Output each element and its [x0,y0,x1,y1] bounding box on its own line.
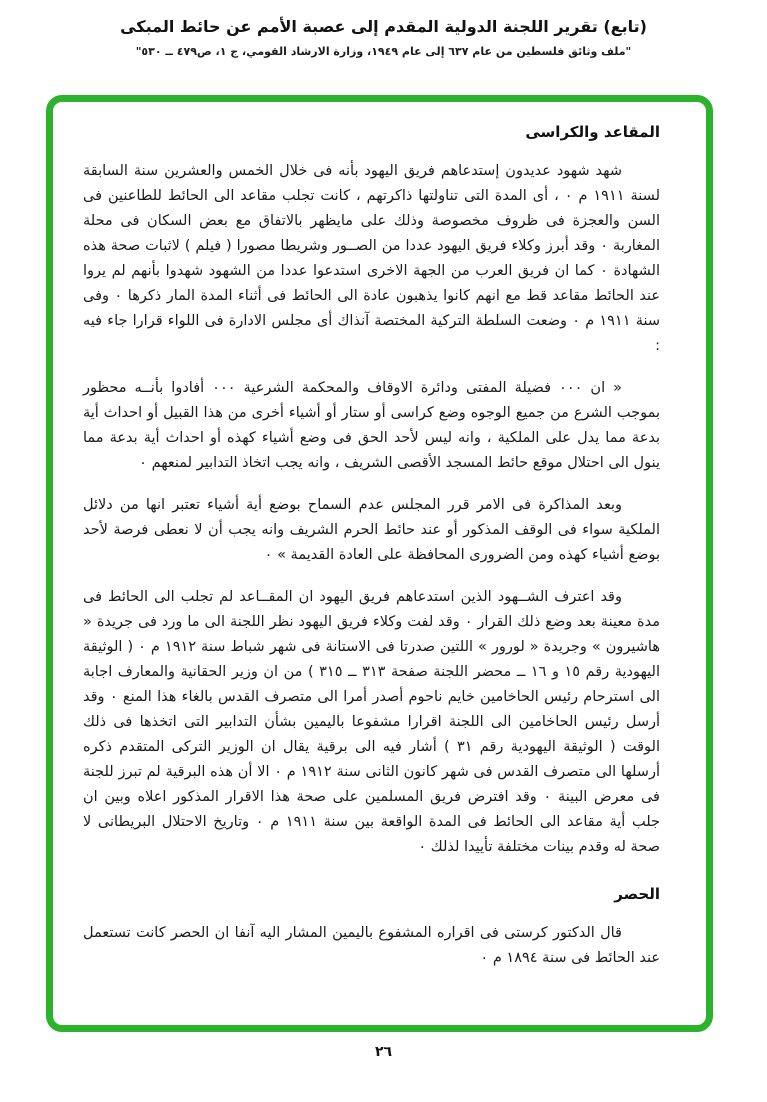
page-header [0,0,767,58]
paragraph-witnesses-admission: وقد اعترف الشــهود الذين استدعاهم فريق اليهود ان المقــاعد لم تجلب الى الحائط فى مدة معينة بعد وضع ذلك القرار ٠ وقد لفت وكلاء فريق اليهود نظر اللجنة الى ما ورد فى جريدة « هاشيرون » وجريدة « لورور » اللتين صدرتا فى الاستانة فى شهر شباط سنة ١٩١٢ م ٠ ( الوثيقة اليهودية رقم ١٥ و ١٦ ــ محضر اللجنة صفحة ٣١٣ ــ ٣١٥ ) من ان وزير الحقانية والمعارف اجابة الى استرحام رئيس الحاخامين خايم ناحوم أصدر أمرا الى متصرف القدس بالغاء هذا المنع ٠ وقد أرسل رئيس الحاخامين الى اللجنة اقرارا مشفوعا باليمين بشأن التدابير التى اتخذها فى ذلك الوقت ( الوثيقة اليهودية رقم ٣١ ) أشار فيه الى برقية يقال ان الوزير التركى المتقدم ذكره أرسلها الى متصرف القدس فى شهر كانون الثانى سنة ١٩١٢ م ٠ الا أن هذه البرقية لم تبرز للجنة فى معرض البينة ٠ وقد افترض فريق المسلمين على صحة هذا الاقرار المذكور اعلاه وبين ان جلب أية مقاعد الى الحائط فى المدة الواقعة بين سنة ١٩١١ م ٠ وتاريخ الاحتلال البريطانى لا صحة له وقدم بينات مختلفة تأييدا لذلك ٠ [83,589,661,855]
document-body [53,102,706,971]
document-green-border [46,95,713,1032]
paragraph-witnesses-testimony: شهد شهود عديدون إستدعاهم فريق اليهود بأنه فى خلال الخمس والعشرين سنة السابقة لسنة ١٩١١ م ٠ ، أى المدة التى تناولتها ذاكرتهم ، كانت تجلب مقاعد الى الحائط للطاعنين فى السن والعجزة فى ظروف مخصوصة وذلك على مايظهر بالاتفاق مع بعض السكان فى محلة المغاربة ٠ وقد أبرز وكلاء فريق اليهود عددا من الصــور وشريطا مصورا ( فيلم ) لاثبات صحة هذه الشهادة ٠ كما ان فريق العرب من الجهة الاخرى استدعوا عددا من الشهود شهدوا بأنهم لم يروا عند الحائط مقاعد قط مع انهم كانوا يذهبون عادة الى الحائط فى أثناء المدة المار ذكرها ٠ وفى سنة ١٩١١ م ٠ وضعت السلطة التركية المختصة آنذاك أى مجلس الادارة فى اللواء قرارا جاء فيه : [83,163,661,354]
paragraph-dr-christie-statement: قال الدكتور كرستى فى اقراره المشفوع باليمين المشار اليه آنفا ان الحصر كانت تستعمل عند الحائط فى سنة ١٨٩٤ م ٠ [83,925,660,966]
page-source-citation: "ملف وثائق فلسطين من عام ٦٣٧ إلى عام ١٩٤٩، وزارة الارشاد القومي، ج ١، ص٤٧٩ ــ ٥٣٠" [135,45,632,58]
section-heading-mats: الحصر [614,885,660,903]
paragraph-council-decision: وبعد المذاكرة فى الامر قرر المجلس عدم السماح بوضع أية أشياء تعتبر انها من دلائل الملكية سواء فى الوقف المذكور أو عند حائط الحرم الشريف وانه يجب أن لا نعطى فرصة لأحد بوضع أشياء كهذه ومن الضرورى المحافظة على العادة القديمة » ٠ [83,497,660,563]
page-title: (تابع) تقرير اللجنة الدولية المقدم إلى عصبة الأمم عن حائط المبكى [120,17,647,36]
page-number: ٢٦ [374,1044,393,1060]
paragraph-mufti-quote: « ان ٠٠٠ فضيلة المفتى ودائرة الاوقاف والمحكمة الشرعية ٠٠٠ أفادوا بأنــه محظور بموجب الشرع من جميع الوجوه وضع كراسى أو ستار أو أشياء أخرى من هذا القبيل أو احداث أية بدعة مما يدل على الملكية ، وانه ليس لأحد الحق فى وضع أشياء كهذه أو احداث أية بدعة مما ينول الى احتلال موقع حائط المسجد الأقصى الشريف ، وانه يجب اتخاذ التدابير لمنعهم ٠ [83,380,660,471]
section-heading-seats-and-chairs: المقاعد والكراسى [525,123,660,141]
